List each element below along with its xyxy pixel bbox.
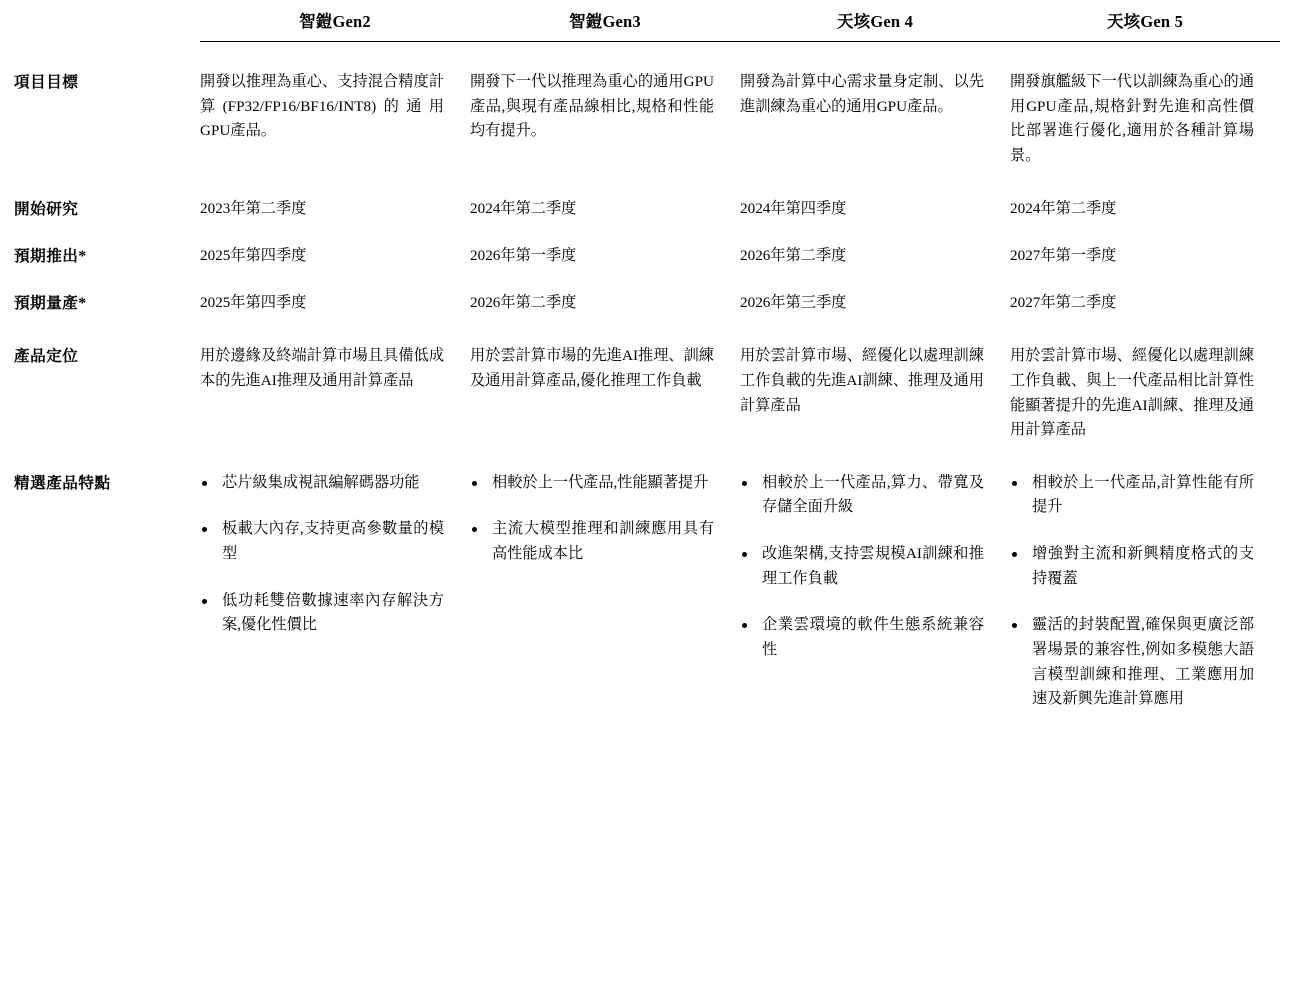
- list-item: 主流大模型推理和訓練應用具有高性能成本比: [470, 517, 714, 566]
- list-item: 低功耗雙倍數據速率內存解決方案,優化性價比: [200, 589, 444, 638]
- table-header-row: [14, 8, 1280, 42]
- cell-expected-mass-production-gen3: [470, 269, 740, 316]
- cell-selected-features-gen2: [200, 443, 470, 712]
- list-item: 相較於上一代產品,算力、帶寬及存儲全面升級: [740, 471, 984, 520]
- row-label-expected-launch: 預期推出*: [14, 247, 87, 265]
- table-row: [14, 42, 1280, 169]
- row-label-product-positioning: 產品定位: [14, 348, 79, 366]
- cell-text: 用於雲計算市場、經優化以處理訓練工作負載、與上一代產品相比計算性能顯著提升的先進AI訓練、推理及通用計算產品: [1010, 347, 1254, 439]
- cell-research-start-gen3: [470, 169, 740, 222]
- column-header-gen2: 智鎧Gen2: [200, 8, 470, 42]
- cell-expected-mass-production-gen2: [200, 269, 470, 316]
- cell-product-positioning-gen3: [470, 316, 740, 443]
- feature-list: [740, 471, 984, 663]
- cell-research-start-gen5: [1010, 169, 1280, 222]
- column-header-gen5: 天垓Gen 5: [1010, 8, 1280, 42]
- table-row: [14, 222, 1280, 269]
- row-label-expected-mass-production: 預期量產*: [14, 295, 87, 312]
- column-header-gen4: 天垓Gen 4: [740, 8, 1010, 42]
- cell-expected-launch-gen4: [740, 222, 1010, 269]
- list-item: 芯片級集成視訊編解碼器功能: [200, 471, 444, 496]
- cell-expected-launch-gen2: [200, 222, 470, 269]
- table-row: [14, 269, 1280, 316]
- cell-expected-mass-production-gen5: [1010, 269, 1280, 316]
- feature-list: [470, 471, 714, 567]
- cell-text: 2027年第二季度: [1010, 294, 1117, 311]
- list-item: 相較於上一代產品,性能顯著提升: [470, 471, 714, 496]
- feature-list: [200, 471, 444, 638]
- table-row: [14, 443, 1280, 712]
- list-item: 改進架構,支持雲規模AI訓練和推理工作負載: [740, 542, 984, 591]
- row-label-project-goal: 項目目標: [14, 73, 79, 91]
- list-item: 企業雲環境的軟件生態系統兼容性: [740, 613, 984, 662]
- list-item: 板載大內存,支持更高參數量的模型: [200, 517, 444, 566]
- cell-product-positioning-gen5: [1010, 316, 1280, 443]
- cell-project-goal-gen2: [200, 42, 470, 169]
- cell-text: 用於雲計算市場的先進AI推理、訓練及通用計算產品,優化推理工作負載: [470, 347, 714, 389]
- cell-text: 用於邊緣及終端計算市場且具備低成本的先進AI推理及通用計算產品: [200, 347, 444, 389]
- product-roadmap-table: [14, 8, 1280, 712]
- cell-text: 開發以推理為重心、支持混合精度計算(FP32/FP16/BF16/INT8)的通用GPU產品。: [200, 73, 444, 140]
- cell-text: 2024年第二季度: [470, 199, 577, 217]
- cell-text: 2025年第四季度: [200, 294, 307, 311]
- column-header-gen3: 智鎧Gen3: [470, 8, 740, 42]
- cell-text: 用於雲計算市場、經優化以處理訓練工作負載的先進AI訓練、推理及通用計算產品: [740, 347, 984, 414]
- cell-expected-launch-gen5: [1010, 222, 1280, 269]
- cell-project-goal-gen4: [740, 42, 1010, 169]
- row-label-research-start: 開始研究: [14, 200, 79, 218]
- cell-project-goal-gen5: [1010, 42, 1280, 169]
- document-page: [0, 8, 1304, 998]
- cell-text: 開發旗艦級下一代以訓練為重心的通用GPU產品,規格針對先進和高性價比部署進行優化,適用於各種計算場景。: [1010, 73, 1254, 164]
- cell-text: 2023年第二季度: [200, 199, 307, 217]
- table-row: [14, 169, 1280, 222]
- cell-text: 2024年第四季度: [740, 199, 847, 217]
- cell-text: 2025年第四季度: [200, 246, 307, 264]
- feature-list: [1010, 471, 1254, 712]
- cell-expected-launch-gen3: [470, 222, 740, 269]
- list-item: 靈活的封裝配置,確保與更廣泛部署場景的兼容性,例如多模態大語言模型訓練和推理、工業應用加速及新興先進計算應用: [1010, 613, 1254, 712]
- table-body: [14, 42, 1280, 712]
- cell-text: 2026年第二季度: [740, 246, 847, 264]
- cell-selected-features-gen4: [740, 443, 1010, 712]
- cell-research-start-gen2: [200, 169, 470, 222]
- cell-product-positioning-gen2: [200, 316, 470, 443]
- row-label-selected-features: 精選產品特點: [14, 474, 111, 492]
- cell-text: 2024年第二季度: [1010, 199, 1117, 217]
- cell-product-positioning-gen4: [740, 316, 1010, 443]
- table-row: [14, 316, 1280, 443]
- column-header-label: [14, 8, 200, 42]
- cell-research-start-gen4: [740, 169, 1010, 222]
- list-item: 增強對主流和新興精度格式的支持覆蓋: [1010, 542, 1254, 591]
- table-header: [14, 8, 1280, 42]
- list-item: 相較於上一代產品,計算性能有所提升: [1010, 471, 1254, 520]
- cell-text: 開發下一代以推理為重心的通用GPU產品,與現有產品線相比,規格和性能均有提升。: [470, 73, 714, 140]
- cell-text: 開發為計算中心需求量身定制、以先進訓練為重心的通用GPU產品。: [740, 73, 984, 115]
- cell-expected-mass-production-gen4: [740, 269, 1010, 316]
- cell-text: 2026年第二季度: [470, 294, 577, 311]
- cell-selected-features-gen5: [1010, 443, 1280, 712]
- cell-selected-features-gen3: [470, 443, 740, 712]
- cell-text: 2027年第一季度: [1010, 246, 1117, 264]
- cell-text: 2026年第三季度: [740, 294, 847, 311]
- cell-project-goal-gen3: [470, 42, 740, 169]
- cell-text: 2026年第一季度: [470, 246, 577, 264]
